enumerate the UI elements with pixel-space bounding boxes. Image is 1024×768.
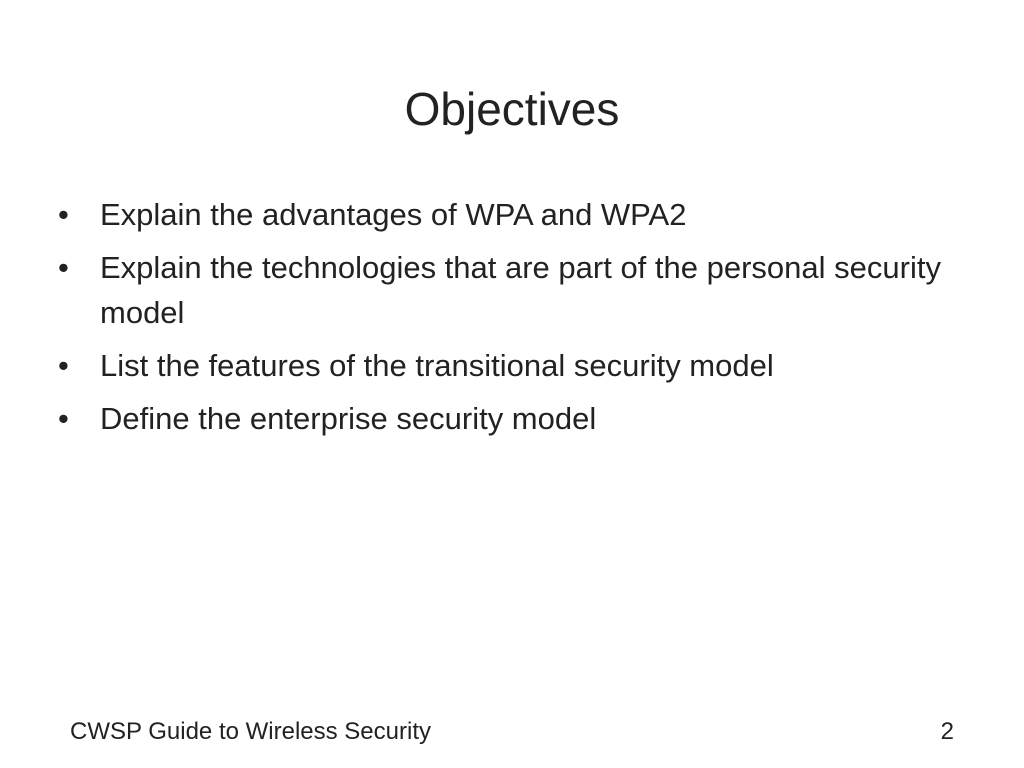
list-item-text: Define the enterprise security model	[100, 401, 597, 436]
list-item	[58, 343, 988, 388]
bullet-icon: •	[58, 348, 69, 383]
objectives-list	[58, 192, 988, 449]
list-item-text: Explain the technologies that are part of the personal security model	[100, 250, 941, 330]
list-item	[58, 245, 988, 335]
footer-course-title: CWSP Guide to Wireless Security	[70, 718, 431, 745]
list-item	[58, 396, 988, 441]
bullet-icon: •	[58, 250, 69, 285]
bullet-icon: •	[58, 197, 69, 232]
slide-title: Objectives	[404, 83, 620, 135]
page-number: 2	[940, 718, 954, 745]
list-item-text: Explain the advantages of WPA and WPA2	[100, 197, 687, 232]
list-item	[58, 192, 988, 237]
list-item-text: List the features of the transitional security model	[100, 348, 774, 383]
bullet-icon: •	[58, 401, 69, 436]
